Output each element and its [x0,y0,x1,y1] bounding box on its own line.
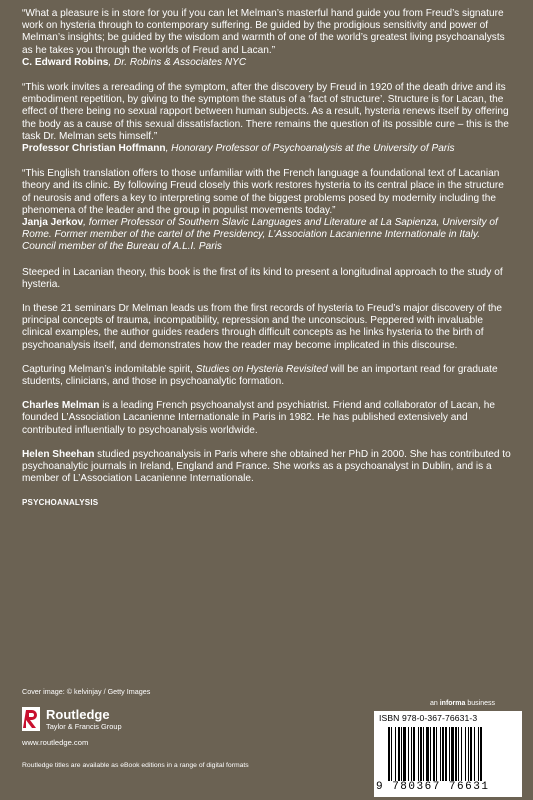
barcode-stripe [474,727,475,781]
quote-attribution [22,57,514,69]
quote-author: Janja Jerkov [22,217,84,229]
bio-sheehan [22,449,514,486]
cover-credit: Cover image: © kelvinjay / Getty Images [22,687,151,696]
barcode-stripe [461,727,462,781]
description-audience [22,364,514,388]
barcode-stripe [442,727,444,781]
barcode-stripe [418,727,419,781]
quote-affiliation: , Dr. Robins & Associates NYC [108,56,247,68]
publisher-url[interactable]: www.routledge.com [22,738,89,747]
barcode-stripe [411,727,412,781]
barcode-stripe [391,727,392,781]
quote-author: Professor Christian Hoffmann [22,143,166,155]
bio-body: studied psychoanalysis in Paris where she obtained her PhD in 2000. She has contributed to psychoanalytic journals in Ireland, England and France. She works as a psychoanalyst in Dublin, and is a member of L’Association Lacanienne Internationale. [22,448,511,485]
barcode-stripe [451,727,454,781]
barcode-stripe [426,727,429,781]
barcode-icon [388,727,518,781]
barcode-stripe [440,727,441,781]
description-text: Steeped in Lacanian theory, this book is the first of its kind to present a longitudinal approach to the study of hysteria. [22,266,503,290]
quote-author: C. Edward Robins [22,56,109,68]
barcode-stripe [398,727,400,781]
barcode-stripe [478,727,479,781]
text-span: Capturing Melman’s indomitable spirit, [22,363,196,375]
quote-text: “This English translation offers to those unfamiliar with the French language a foundational text of Lacanian theory and its clinic. By following Freud closely this work restores hysteria to its central place in the structure of neurosis and offers a key to interpreting some of the biggest problems posed by modernity including the phenomena of the leader and the group in populist movements today.” [22,168,504,216]
quote-attribution [22,217,514,254]
barcode-stripe [433,727,435,781]
bio-body: is a leading French psychoanalyst and psychiatrist. Friend and collaborator of Lacan, he founded L’Association Lacanienne Internationale in Paris in 1982. He has published extensively and contributed influentially to psychoanalysis worldwide. [22,400,495,436]
text-span: will be an important read for graduate students, clinicians, and those in psychoanalytic formation. [22,363,498,388]
quote-text: “What a pleasure is in store for you if you can let Melman’s masterful hand guide you from Freud’s signature work on hysteria through to contemporary suffering. Be guided by the prodigious sensitivity and power of Melman’s insights; be guided by the wisdom and warmth of one of the world’s greatest living psychoanalysts as he takes you through the worlds of Freud and Lacan.” [22,8,505,56]
description-intro [22,267,514,291]
bio-text [22,400,514,437]
quote-hoffmann [22,82,514,155]
subject-category: PSYCHOANALYSIS [22,497,99,507]
barcode-stripe [403,727,406,781]
quote-text: “This work invites a rereading of the symptom, after the discovery by Freud in 1920 of the death drive and its embodiment repetition, by giving to the symptom the status of a ‘fact of structure’. Structure is for Lacan, the effect of there being no sexual rapport between human subjects. As a result, hysteria renews itself by offering the body as a cause of this sexual dissatisfaction. There remains the question of its possible cure – this is the task Dr. Melman sets himself.” [22,82,509,142]
barcode-stripe [468,727,469,781]
barcode-stripe [449,727,450,781]
barcode-panel [374,711,522,797]
description-text [22,364,514,388]
quote-affiliation: , former Professor of Southern Slavic Languages and Literature at La Sapienza, University of Rome. Former member of the cartel of the Presidency, L’Association Lacanienne Internationale in Italy. Council member of the Bureau of A.L.I. Paris [22,217,498,253]
bio-name: Helen Sheehan [22,448,95,460]
text-span: business [465,700,495,707]
description-text: In these 21 seminars Dr Melman leads us from the first records of hysteria to Freud’s major discovery of the principal concepts of trauma, incompatibility, repression and the unconscious. Peppered with invaluable clinical examples, the author guides readers through difficult concepts as he links hysteria to the birth of psychoanalysis itself, and demonstrates how the reader may become implicated in this discourse. [22,303,503,351]
barcode-stripe [480,727,482,781]
informa-brand: informa [439,700,466,707]
barcode-stripe [430,727,431,781]
barcode-stripe [408,727,409,781]
publisher-name: Routledge [46,706,110,722]
text-span: an [430,700,440,707]
barcode-stripe [465,727,466,781]
bio-melman [22,400,514,437]
barcode-stripe [413,727,415,781]
isbn-label: ISBN 978-0-367-76631-3 [379,713,478,723]
description-seminars [22,303,514,352]
informa-business-label [430,700,495,707]
barcode-stripe [388,727,390,781]
bio-name: Charles Melman [22,400,100,412]
bio-text [22,449,514,486]
quote-affiliation: , Honorary Professor of Psychoanalysis at the University of Paris [165,143,455,155]
barcode-digits: 9 780367 76631 [376,781,490,793]
quote-attribution [22,143,514,155]
barcode-stripe [455,727,457,781]
barcode-stripe [401,727,402,781]
publisher-group: Taylor & Francis Group [46,721,122,731]
routledge-logo [22,707,122,731]
ebook-note: Routledge titles are available as eBook editions in a range of digital formats [22,762,249,769]
routledge-r-icon [22,707,40,731]
barcode-stripe [423,727,424,781]
barcode-stripe [420,727,422,781]
barcode-stripe [458,727,459,781]
barcode-stripe [470,727,472,781]
barcode-stripe [395,727,396,781]
barcode-stripe [445,727,447,781]
barcode-stripe [436,727,437,781]
quote-jerkov [22,168,514,253]
quote-robins [22,8,514,69]
book-title: Studies on Hysteria Revisited [195,363,328,375]
